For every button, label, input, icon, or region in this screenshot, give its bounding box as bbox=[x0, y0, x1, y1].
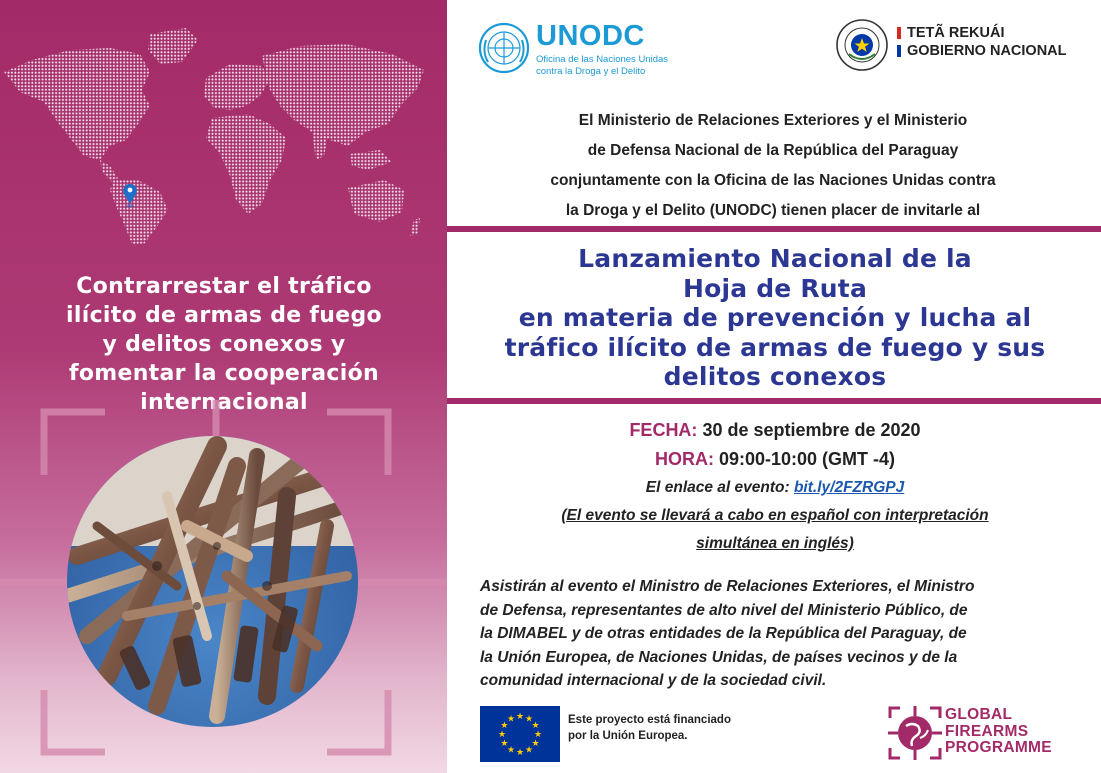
svg-text:★: ★ bbox=[515, 748, 525, 758]
left-slogan bbox=[18, 272, 430, 417]
headline-line: tráfico ilícito de armas de fuego y sus bbox=[504, 332, 1046, 362]
slogan-line: y delitos conexos y bbox=[102, 332, 346, 357]
headline-line: Hoja de Ruta bbox=[682, 273, 868, 303]
attendees-line: comunidad internacional y de la sociedad civil. bbox=[480, 672, 827, 689]
unodc-logo bbox=[478, 22, 718, 82]
intro-line: conjuntamente con la Oficina de las Naciones Unidas contra bbox=[550, 172, 996, 189]
event-headline bbox=[458, 244, 1092, 392]
date-value: 30 de septiembre de 2020 bbox=[697, 420, 921, 440]
svg-text:★: ★ bbox=[524, 714, 534, 725]
event-link-line bbox=[458, 474, 1092, 502]
unodc-name: UNODC bbox=[536, 20, 645, 52]
svg-text:★: ★ bbox=[515, 712, 525, 722]
intro-line: de Defensa Nacional de la República del Paraguay bbox=[587, 142, 959, 159]
interpretation-note-line: (El evento se llevará a cabo en español con interpretación bbox=[561, 507, 989, 524]
intro-line: la Droga y el Delito (UNODC) tienen placer de invitarle al bbox=[565, 202, 981, 219]
svg-text:★: ★ bbox=[506, 745, 516, 756]
slogan-line: fomentar la cooperación bbox=[68, 361, 379, 386]
divider-bottom bbox=[447, 398, 1101, 404]
gfp-wordmark-line: GLOBAL bbox=[945, 706, 1013, 723]
paraguay-wordmark-line1: TETÃ REKUÁI bbox=[907, 25, 1005, 41]
svg-text:★: ★ bbox=[500, 721, 509, 731]
svg-text:★: ★ bbox=[531, 721, 540, 731]
invitation-intro bbox=[458, 106, 1088, 226]
weapons-photo bbox=[67, 436, 358, 727]
slogan-line: Contrarrestar el tráfico bbox=[76, 274, 372, 299]
event-details bbox=[458, 416, 1092, 558]
gfp-wordmark-line: PROGRAMME bbox=[945, 739, 1052, 756]
svg-text:★: ★ bbox=[500, 739, 509, 749]
date-line bbox=[458, 416, 1092, 445]
gfp-wordmark-line: FIREARMS bbox=[945, 722, 1029, 740]
time-label: HORA: bbox=[654, 449, 714, 469]
event-link-label: El enlace al evento: bbox=[645, 479, 794, 496]
svg-text:★: ★ bbox=[524, 745, 534, 756]
attendees-paragraph bbox=[480, 575, 1092, 693]
date-label: FECHA: bbox=[629, 420, 698, 440]
headline-line: en materia de prevención y lucha al bbox=[518, 303, 1032, 332]
slogan-line: ilícito de armas de fuego bbox=[66, 303, 382, 328]
event-link[interactable]: bit.ly/2FZRGPJ bbox=[793, 479, 905, 496]
eu-funding-line: Este proyecto está financiado bbox=[568, 714, 731, 726]
eu-funding-line: por la Unión Europea. bbox=[568, 730, 688, 742]
paraguay-seal-icon bbox=[835, 18, 889, 72]
un-emblem-icon bbox=[478, 22, 530, 74]
global-firearms-programme-logo bbox=[888, 706, 1088, 762]
unodc-subtitle-line: contra la Droga y el Delito bbox=[536, 66, 646, 77]
attendees-line: de Defensa, representantes de alto nivel del Ministerio Público, de bbox=[480, 601, 968, 619]
time-line bbox=[458, 445, 1092, 474]
gfp-wordmark bbox=[945, 707, 1052, 757]
left-panel bbox=[0, 0, 447, 773]
paraguay-government-logo bbox=[835, 18, 1085, 76]
intro-line: El Ministerio de Relaciones Exteriores y el Ministerio bbox=[578, 112, 968, 129]
svg-text:★: ★ bbox=[506, 714, 516, 725]
eu-funding-note bbox=[568, 712, 731, 744]
attendees-line: la Unión Europea, de Naciones Unidas, de países vecinos y de la bbox=[480, 648, 958, 666]
attendees-line: la DIMABEL y de otras entidades de la República del Paraguay, de bbox=[480, 625, 967, 642]
world-map-graphic bbox=[0, 20, 447, 245]
crosshair-globe-icon bbox=[888, 706, 942, 760]
svg-text:★: ★ bbox=[497, 730, 507, 740]
slogan-line: internacional bbox=[140, 390, 308, 415]
attendees-line: Asistirán al evento el Ministro de Relaciones Exteriores, el Ministro bbox=[480, 578, 975, 595]
headline-line: Lanzamiento Nacional de la bbox=[578, 244, 972, 273]
unodc-subtitle bbox=[536, 54, 668, 78]
headline-line: delitos conexos bbox=[663, 362, 887, 391]
time-value: 09:00-10:00 (GMT -4) bbox=[713, 449, 896, 469]
divider-top bbox=[447, 226, 1101, 232]
svg-text:★: ★ bbox=[533, 730, 543, 740]
unodc-subtitle-line: Oficina de las Naciones Unidas bbox=[536, 54, 669, 65]
eu-flag-icon bbox=[480, 706, 560, 762]
svg-text:★: ★ bbox=[531, 739, 540, 749]
paraguay-wordmark-line2: GOBIERNO NACIONAL bbox=[907, 43, 1067, 59]
paraguay-wordmark bbox=[897, 24, 1067, 60]
interpretation-note-line: simultánea en inglés) bbox=[696, 535, 854, 552]
